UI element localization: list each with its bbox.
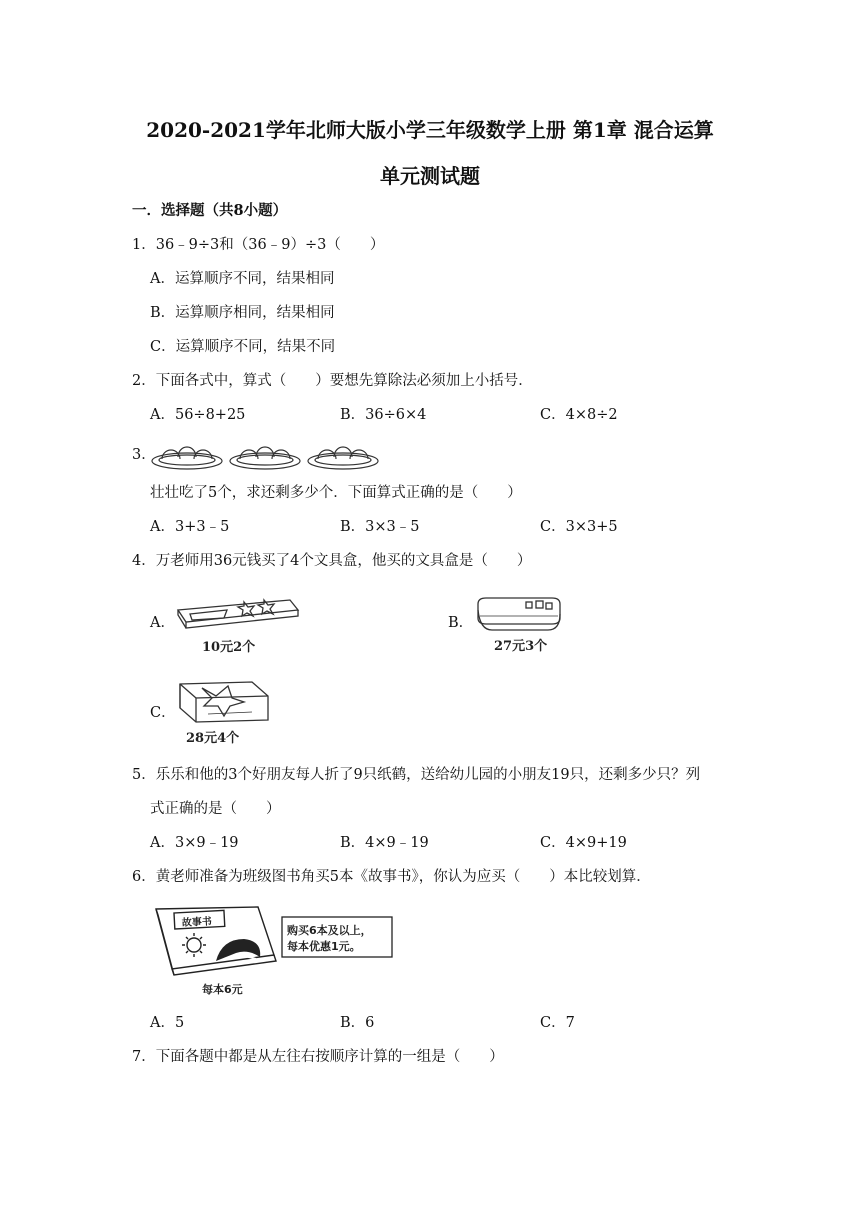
q3-option-a: A．3+3﹣5 xyxy=(150,519,230,535)
storybook-offer-illustration xyxy=(148,903,398,999)
q2-stem: 2．下面各式中，算式（ ）要想先算除法必须加上小括号． xyxy=(132,373,533,389)
q1-stem: 1．36﹣9÷3和（36﹣9）÷3（ ） xyxy=(132,237,385,253)
q4-stem: 4．万老师用36元钱买了4个文具盒，他买的文具盒是（ ） xyxy=(132,553,532,569)
q2-option-b: B．36÷6×4 xyxy=(340,407,427,423)
q7-stem: 7．下面各题中都是从左往右按顺序计算的一组是（ ） xyxy=(132,1049,504,1065)
q3-number: 3． xyxy=(132,447,156,463)
q5-option-a: A．3×9﹣19 xyxy=(150,835,239,851)
q3-option-b: B．3×3﹣5 xyxy=(340,519,420,535)
q4-option-c-caption: 28元4个 xyxy=(186,731,240,746)
q1-option-c: C．运算顺序不同，结果不同 xyxy=(150,339,336,355)
q4-option-b-caption: 27元3个 xyxy=(494,639,548,654)
promo-line1: 购买6本及以上， xyxy=(287,924,372,937)
page-subtitle: 单元测试题 xyxy=(380,164,480,188)
q2-option-a: A．56÷8+25 xyxy=(150,407,246,423)
q6-stem: 6．黄老师准备为班级图书角买5本《故事书》，你认为应买（ ）本比较划算． xyxy=(132,869,651,885)
pencil-case-a-illustration xyxy=(172,590,302,656)
pencil-case-c-illustration xyxy=(172,676,277,748)
q5-stem-line1: 5．乐乐和他的3个好朋友每人折了9只纸鹤，送给幼儿园的小朋友19只，还剩多少只？列 xyxy=(132,767,701,783)
q3-stem: 壮壮吃了5个，求还剩多少个．下面算式正确的是（ ） xyxy=(150,485,522,501)
q4-option-b-label: B． xyxy=(448,615,474,631)
q6-option-a: A．5 xyxy=(150,1015,185,1031)
q2-option-c: C．4×8÷2 xyxy=(540,407,618,423)
q6-option-c: C．7 xyxy=(540,1015,575,1031)
q1-option-a: A．运算顺序不同，结果相同 xyxy=(150,271,335,287)
q4-option-a-label: A． xyxy=(150,615,175,631)
page-title: 2020-2021学年北师大版小学三年级数学上册 第1章 混合运算 xyxy=(146,118,714,142)
q3-option-c: C．3×3+5 xyxy=(540,519,618,535)
book-cover-title: 故事书 xyxy=(181,916,213,929)
promo-line2: 每本优惠1元。 xyxy=(287,940,361,953)
pencil-case-b-illustration xyxy=(470,590,570,656)
q4-option-a-caption: 10元2个 xyxy=(202,640,256,655)
q1-option-b: B．运算顺序相同，结果相同 xyxy=(150,305,335,321)
section-header: 一．选择题（共8小题） xyxy=(132,202,288,219)
q5-stem-line2: 式正确的是（ ） xyxy=(150,801,281,817)
plates-of-buns-illustration xyxy=(150,433,385,473)
q5-option-c: C．4×9+19 xyxy=(540,835,627,851)
q5-option-b: B．4×9﹣19 xyxy=(340,835,429,851)
book-price-caption: 每本6元 xyxy=(202,983,243,996)
q6-option-b: B．6 xyxy=(340,1015,375,1031)
q4-option-c-label: C． xyxy=(150,705,176,721)
